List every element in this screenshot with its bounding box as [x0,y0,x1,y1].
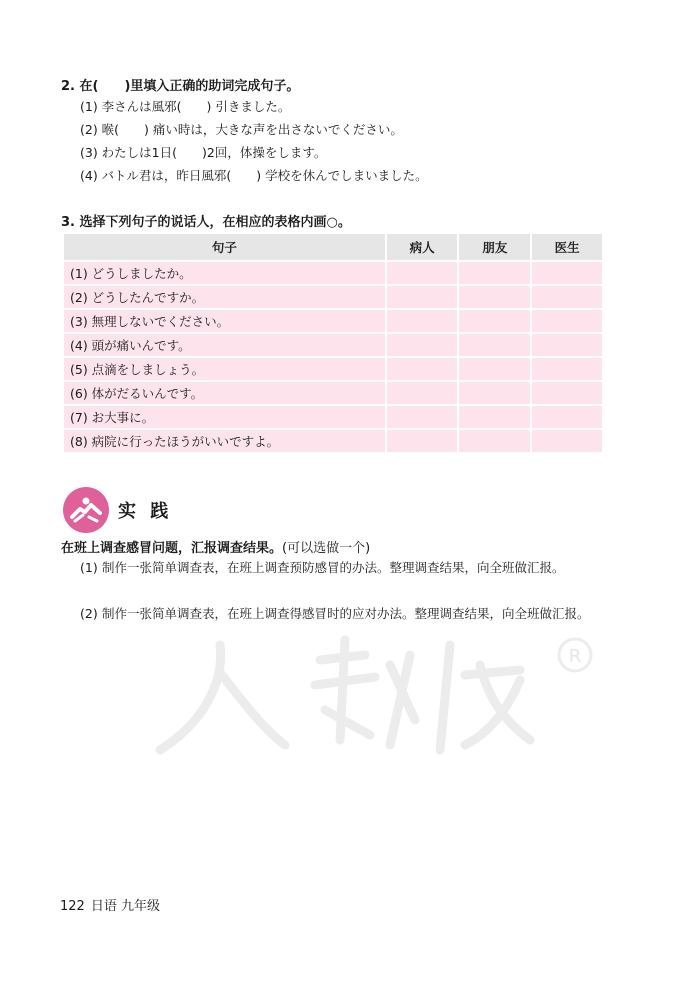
table-row [63,381,603,405]
publisher-watermark-logo [150,625,600,769]
sentence-cell: (1) どうしましたか。 [63,261,386,285]
table-header-row [63,233,603,261]
exercise-2-item: (1) 李さんは風邪( ) 引きました。 [80,99,291,114]
page-number: 122 [60,899,85,914]
sentence-cell: (6) 体がだるいんです。 [63,381,386,405]
patient-answer-cell[interactable] [386,357,459,381]
friend-answer-cell[interactable] [458,333,531,357]
practice-task [61,537,370,556]
patient-answer-cell[interactable] [386,285,459,309]
friend-answer-cell[interactable] [458,309,531,333]
column-header-doctor: 医生 [531,233,603,261]
friend-answer-cell[interactable] [458,285,531,309]
patient-answer-cell[interactable] [386,381,459,405]
patient-answer-cell[interactable] [386,405,459,429]
doctor-answer-cell[interactable] [531,309,603,333]
option-text: 制作一张简单调查表，在班上调查预防感冒的办法。整理调查结果，向全班做汇报。 [102,560,565,575]
patient-answer-cell[interactable] [386,309,459,333]
doctor-answer-cell[interactable] [531,333,603,357]
exercise-3-title: 3. 选择下列句子的说话人，在相应的表格内画○。 [61,215,351,230]
exercise-2-item: (3) わたしは1日( )2回，体操をします。 [80,145,327,160]
doctor-answer-cell[interactable] [531,381,603,405]
option-text: 制作一张简单调查表，在班上调查得感冒时的应对办法。整理调查结果，向全班做汇报。 [102,606,590,621]
table-row [63,285,603,309]
handshake-icon [63,487,109,533]
doctor-answer-cell[interactable] [531,261,603,285]
table-row [63,429,603,453]
patient-answer-cell[interactable] [386,429,459,453]
doctor-answer-cell[interactable] [531,285,603,309]
friend-answer-cell[interactable] [458,357,531,381]
exercise-2-item: (2) 喉( ) 痛い時は，大きな声を出さないでください。 [80,122,403,137]
table-row [63,333,603,357]
svg-text:R: R [568,646,582,667]
sentence-cell: (4) 頭が痛いんです。 [63,333,386,357]
column-header-patient: 病人 [386,233,459,261]
practice-task-text: 在班上调查感冒问题，汇报调查结果。 [61,541,283,556]
sentence-cell: (8) 病院に行ったほうがいいですよ。 [63,429,386,453]
friend-answer-cell[interactable] [458,405,531,429]
friend-answer-cell[interactable] [458,429,531,453]
option-number: (1) [80,560,98,575]
book-title: 日语 九年级 [90,899,160,914]
friend-answer-cell[interactable] [458,381,531,405]
table-row [63,309,603,333]
doctor-answer-cell[interactable] [531,357,603,381]
sentence-cell: (2) どうしたんですか。 [63,285,386,309]
exercise-2-item: (4) バトル君は，昨日風邪( ) 学校を休んでしまいました。 [80,168,428,183]
table-row [63,405,603,429]
table-row [63,261,603,285]
practice-title: 实 践 [118,501,173,522]
table-row [63,357,603,381]
patient-answer-cell[interactable] [386,261,459,285]
practice-task-note: (可以选做一个) [282,541,371,556]
sentence-cell: (3) 無理しないでください。 [63,309,386,333]
patient-answer-cell[interactable] [386,333,459,357]
option-number: (2) [80,606,98,621]
sentence-cell: (7) お大事に。 [63,405,386,429]
sentence-cell: (5) 点滴をしましょう。 [63,357,386,381]
column-header-sentence: 句子 [63,233,386,261]
speaker-table [62,232,604,454]
column-header-friend: 朋友 [458,233,531,261]
page-footer [60,895,160,914]
doctor-answer-cell[interactable] [531,429,603,453]
doctor-answer-cell[interactable] [531,405,603,429]
exercise-2-title: 2. 在( )里填入正确的助词完成句子。 [61,79,300,94]
friend-answer-cell[interactable] [458,261,531,285]
